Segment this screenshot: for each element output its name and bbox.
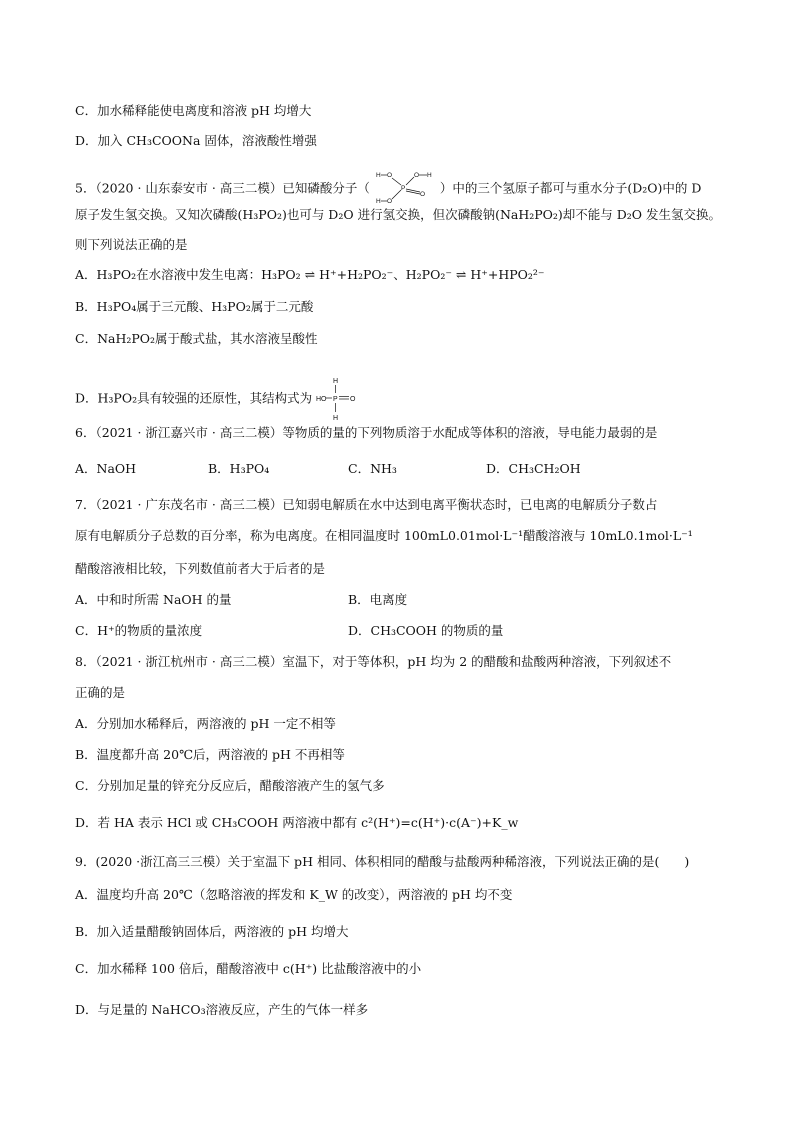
- q8-option-b: B．温度都升高 20℃后，两溶液的 pH 不再相等: [75, 747, 345, 762]
- q6-option-a: A．NaOH: [75, 461, 137, 476]
- q6-stem: 6．（2021 · 浙江嘉兴市 · 高三二模）等物质的量的下列物质溶于水配成等体积的溶液，导电能力最弱的是: [75, 425, 658, 440]
- q8-option-d: D．若 HA 表示 HCl 或 CH₃COOH 两溶液中都有 c²(H⁺)=c(H⁺)·c(A⁻)+K_w: [75, 815, 519, 830]
- q7-option-a: A．中和时所需 NaOH 的量: [75, 592, 232, 607]
- svg-text:H: H: [333, 415, 339, 422]
- q9-option-c: C．加水稀释 100 倍后，醋酸溶液中 c(H⁺) 比盐酸溶液中的小: [75, 961, 422, 976]
- q9-option-b: B．加入适量醋酸钠固体后，两溶液的 pH 均增大: [75, 924, 349, 939]
- q9-option-a: A．温度均升高 20℃（忽略溶液的挥发和 K_W 的改变），两溶液的 pH 均不变: [75, 887, 513, 902]
- q5-option-d: [75, 375, 362, 423]
- q6-option-b: B．H₃PO₄: [208, 461, 270, 476]
- q5-stem-end: ）中的三个氢原子都可与重水分子(D₂O)中的 D: [439, 180, 702, 196]
- svg-text:H: H: [375, 198, 381, 205]
- q5-stem-line2: 原子发生氢交换。又知次磷酸(H₃PO₂)也可与 D₂O 进行氢交换，但次磷酸钠(NaH₂PO₂)却不能与 D₂O 发生氢交换。: [75, 207, 722, 222]
- svg-text:H: H: [375, 172, 381, 179]
- q8-stem-line2: 正确的是: [75, 685, 126, 700]
- q8-option-c: C．分别加足量的锌充分反应后，醋酸溶液产生的氢气多: [75, 778, 385, 793]
- q7-option-c: C．H⁺的物质的量浓度: [75, 623, 203, 638]
- svg-text:H: H: [333, 378, 339, 385]
- q5-option-d-text: D．H₃PO₂具有较强的还原性，其结构式为: [75, 390, 313, 406]
- q7-stem-line2: 原有电解质分子总数的百分率，称为电离度。在相同温度时 100mL0.01mol·L⁻¹醋酸溶液与 10mL0.1mol·L⁻¹: [75, 528, 693, 543]
- q8-option-a: A．分别加水稀释后，两溶液的 pH 一定不相等: [75, 716, 336, 731]
- q9-option-d: D．与足量的 NaHCO₃溶液反应，产生的气体一样多: [75, 1002, 369, 1017]
- svg-text:H: H: [426, 172, 432, 179]
- svg-text:O: O: [386, 198, 392, 205]
- q5-stem-line1: [75, 170, 701, 208]
- q5-option-b: B．H₃PO₄属于三元酸、H₃PO₂属于二元酸: [75, 299, 314, 314]
- q7-option-b: B．电离度: [348, 592, 408, 607]
- q7-stem-line3: 醋酸溶液相比较，下列数值前者大于后者的是: [75, 561, 326, 576]
- hypophosphorous-acid-structure: [316, 375, 362, 423]
- q9-stem: 9．(2020 ·浙江高三三模）关于室温下 pH 相同、体积相同的醋酸与盐酸两种稀溶液，下列说法正确的是( ): [75, 854, 690, 869]
- q5-stem-line3: 则下列说法正确的是: [75, 237, 188, 252]
- svg-text:HO: HO: [316, 396, 327, 403]
- phosphoric-acid-structure: [374, 170, 436, 208]
- q5-stem-start: 5．（2020 · 山东泰安市 · 高三二模）已知磷酸分子（: [75, 180, 370, 196]
- q6-option-c: C．NH₃: [348, 461, 397, 476]
- q4-option-d: D．加入 CH₃COONa 固体，溶液酸性增强: [75, 133, 317, 148]
- svg-text:O: O: [413, 172, 419, 179]
- q5-option-c: C．NaH₂PO₂属于酸式盐，其水溶液呈酸性: [75, 331, 318, 346]
- svg-text:P: P: [333, 396, 338, 403]
- svg-text:P: P: [400, 185, 406, 192]
- q5-option-a: A．H₃PO₂在水溶液中发生电离：H₃PO₂ ⇌ H⁺+H₂PO₂⁻、H₂PO₂⁻ ⇌ H⁺+HPO₂²⁻: [75, 267, 545, 282]
- q7-option-d: D．CH₃COOH 的物质的量: [348, 623, 504, 638]
- svg-text:O: O: [419, 191, 425, 198]
- q6-option-d: D．CH₃CH₂OH: [486, 461, 581, 476]
- svg-text:O: O: [386, 172, 392, 179]
- svg-text:O: O: [350, 396, 356, 403]
- q4-option-c: C．加水稀释能使电离度和溶液 pH 均增大: [75, 103, 312, 118]
- q8-stem-line1: 8．（2021 · 浙江杭州市 · 高三二模）室温下，对于等体积，pH 均为 2 的醋酸和盐酸两种溶液，下列叙述不: [75, 654, 672, 669]
- q7-stem-line1: 7．（2021 · 广东茂名市 · 高三二模）已知弱电解质在水中达到电离平衡状态时，已电离的电解质分子数占: [75, 497, 658, 512]
